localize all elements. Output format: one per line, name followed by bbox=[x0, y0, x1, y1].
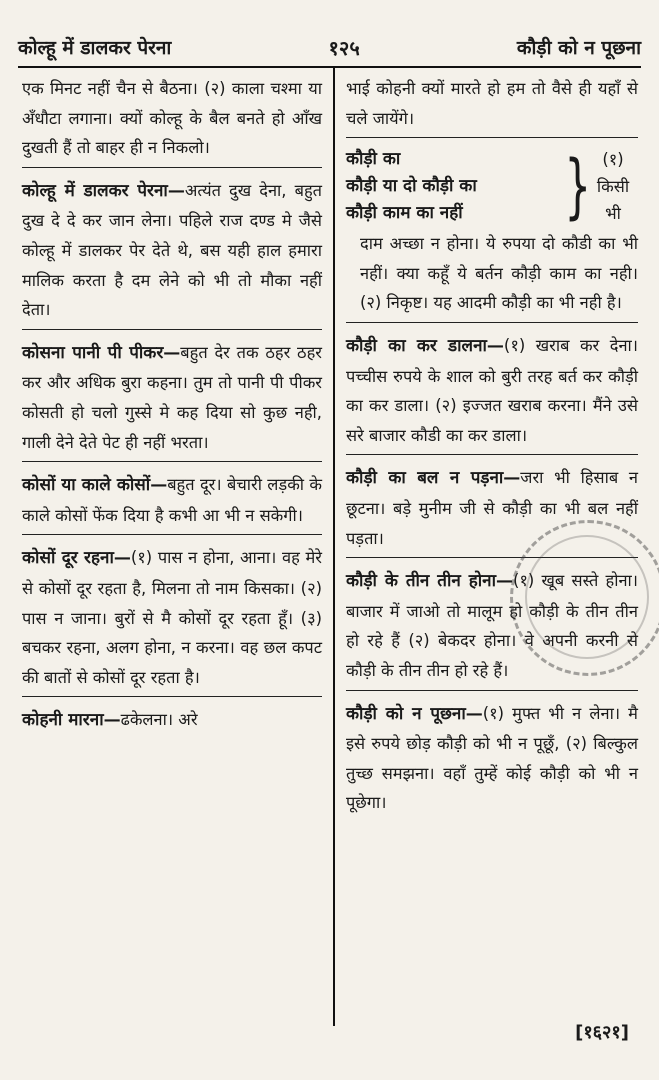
entry-text: अत्यंत दुख देना, बहुत दुख दे दे कर जान लेना। पहिले राज दण्ड मे जैसे कोल्हू में डालकर पेर देते थे, बस यही हाल हमारा मालिक करता है दम लेने को भी तो मौका नहीं देता। bbox=[22, 180, 322, 320]
footer-code: [१६२१] bbox=[575, 1022, 629, 1043]
brace-headword: कौड़ी काम का नहीं bbox=[346, 203, 463, 224]
entry-text: (१) खराब कर देना। पच्चीस रुपये के शाल को बुरी तरह बर्त कर कौड़ी का कर डाला। (२) इज्जत खराब करना। मैंने उसे सरे बाजार कौडी का कर डाला। bbox=[346, 335, 638, 445]
brace-headword: कौड़ी का bbox=[346, 149, 401, 170]
entry-headword: कौड़ी को न पूछना— bbox=[346, 703, 483, 724]
entry bbox=[346, 463, 638, 558]
entry-text: ढकेलना। अरे bbox=[120, 710, 198, 730]
entry-headword: कौड़ी का बल न पड़ना— bbox=[346, 468, 521, 489]
page-header bbox=[18, 30, 641, 64]
entry-headword: कोहनी मारना— bbox=[22, 710, 121, 731]
entry-headword: कौड़ी का कर डालना— bbox=[346, 335, 504, 356]
header-rule bbox=[18, 66, 641, 68]
entry-headword: कोसों दूर रहना— bbox=[22, 548, 131, 569]
entry bbox=[346, 331, 638, 455]
page-number: १२५ bbox=[328, 35, 360, 60]
entry bbox=[22, 176, 322, 330]
brace-headword: कौड़ी या दो कौड़ी का bbox=[346, 176, 477, 197]
brace-note: (१) किसी भी bbox=[596, 150, 630, 224]
entry-brace-group bbox=[346, 146, 638, 323]
entry bbox=[22, 705, 322, 736]
entry-text: जरा भी हिसाब न छूटना। बड़े मुनीम जी से कौड़ी का भी बल नहीं पड़ता। bbox=[346, 468, 638, 548]
header-right-title: कौड़ी को न पूछना bbox=[516, 37, 641, 59]
entry-headword: कौड़ी के तीन तीन होना— bbox=[346, 571, 513, 592]
entry bbox=[22, 338, 322, 462]
entry-text: दाम अच्छा न होना। ये रुपया दो कौडी का भी नहीं। क्या कहूँ ये बर्तन कौड़ी काम का नही। (२) निकृष्ट। यह आदमी कौड़ी का भी नही है। bbox=[360, 234, 638, 313]
entry-text: (१) मुफ्त भी न लेना। मै इसे रुपये छोड़ कौड़ी को भी न पूछूँ, (२) बिल्कुल तुच्छ समझना। वहाँ तुम्हें कोई कौड़ी को भी न पूछेगा। bbox=[346, 703, 638, 813]
entry-text: (१) पास न होना, आना। वह मेरे से कोसों दूर रहता है, मिलना तो नाम किसका। (२) पास न जाना। बुरों से मै कोसों दूर रहता हूँ। (३) बचकर रहना, अलग होना, न करना। वह छल कपट की बातों से कोसों दूर रहता है। bbox=[22, 548, 322, 687]
entry bbox=[346, 566, 638, 690]
entry-headword: कोसना पानी पी पीकर— bbox=[22, 342, 181, 363]
entry-continuation bbox=[346, 74, 638, 138]
right-column bbox=[346, 74, 638, 822]
entry bbox=[22, 543, 322, 697]
header-left-title: कोल्हू में डालकर पेरना bbox=[18, 37, 172, 59]
entry-text: बहुत देर तक ठहर ठहर कर और अधिक बुरा कहना। तुम तो पानी पी पीकर कोसती हो चलो गुस्से मे कह दिया सो कुछ नही, गाली देने देते पेट ही नहीं भरता। bbox=[22, 342, 322, 452]
entry-text: भाई कोहनी क्यों मारते हो हम तो वैसे ही यहाँ से चले जायेंगे। bbox=[346, 79, 638, 128]
entry-headword: कोसों या काले कोसों— bbox=[22, 475, 168, 496]
brace-headwords bbox=[346, 146, 554, 227]
left-column bbox=[22, 74, 322, 740]
curly-brace-icon: } bbox=[564, 145, 592, 228]
entry-text: (१) खूब सस्ते होना। बाजार में जाओ तो मालूम हो कौड़ी के तीन तीन हो रहे हैं (२) बेकदर होना। वे अपनी करनी से कौड़ी के तीन तीन हो रहे हैं। bbox=[346, 571, 638, 680]
entry-text: बहुत दूर। बेचारी लड़की के काले कोसों फेंक दिया है कभी आ भी न सकेगी। bbox=[22, 475, 322, 525]
entry bbox=[346, 699, 638, 818]
entry bbox=[22, 470, 322, 535]
column-divider bbox=[333, 66, 335, 1026]
brace-block bbox=[346, 146, 638, 229]
entry-text: एक मिनट नहीं चैन से बैठना। (२) काला चश्मा या अँधौटा लगाना। क्यों कोल्हू के बैल बनते हो आँख दुखती हैं तो बाहर ही न निकलो। bbox=[22, 79, 322, 158]
entry bbox=[22, 74, 322, 168]
entry-headword: कोल्हू में डालकर पेरना— bbox=[22, 180, 185, 201]
